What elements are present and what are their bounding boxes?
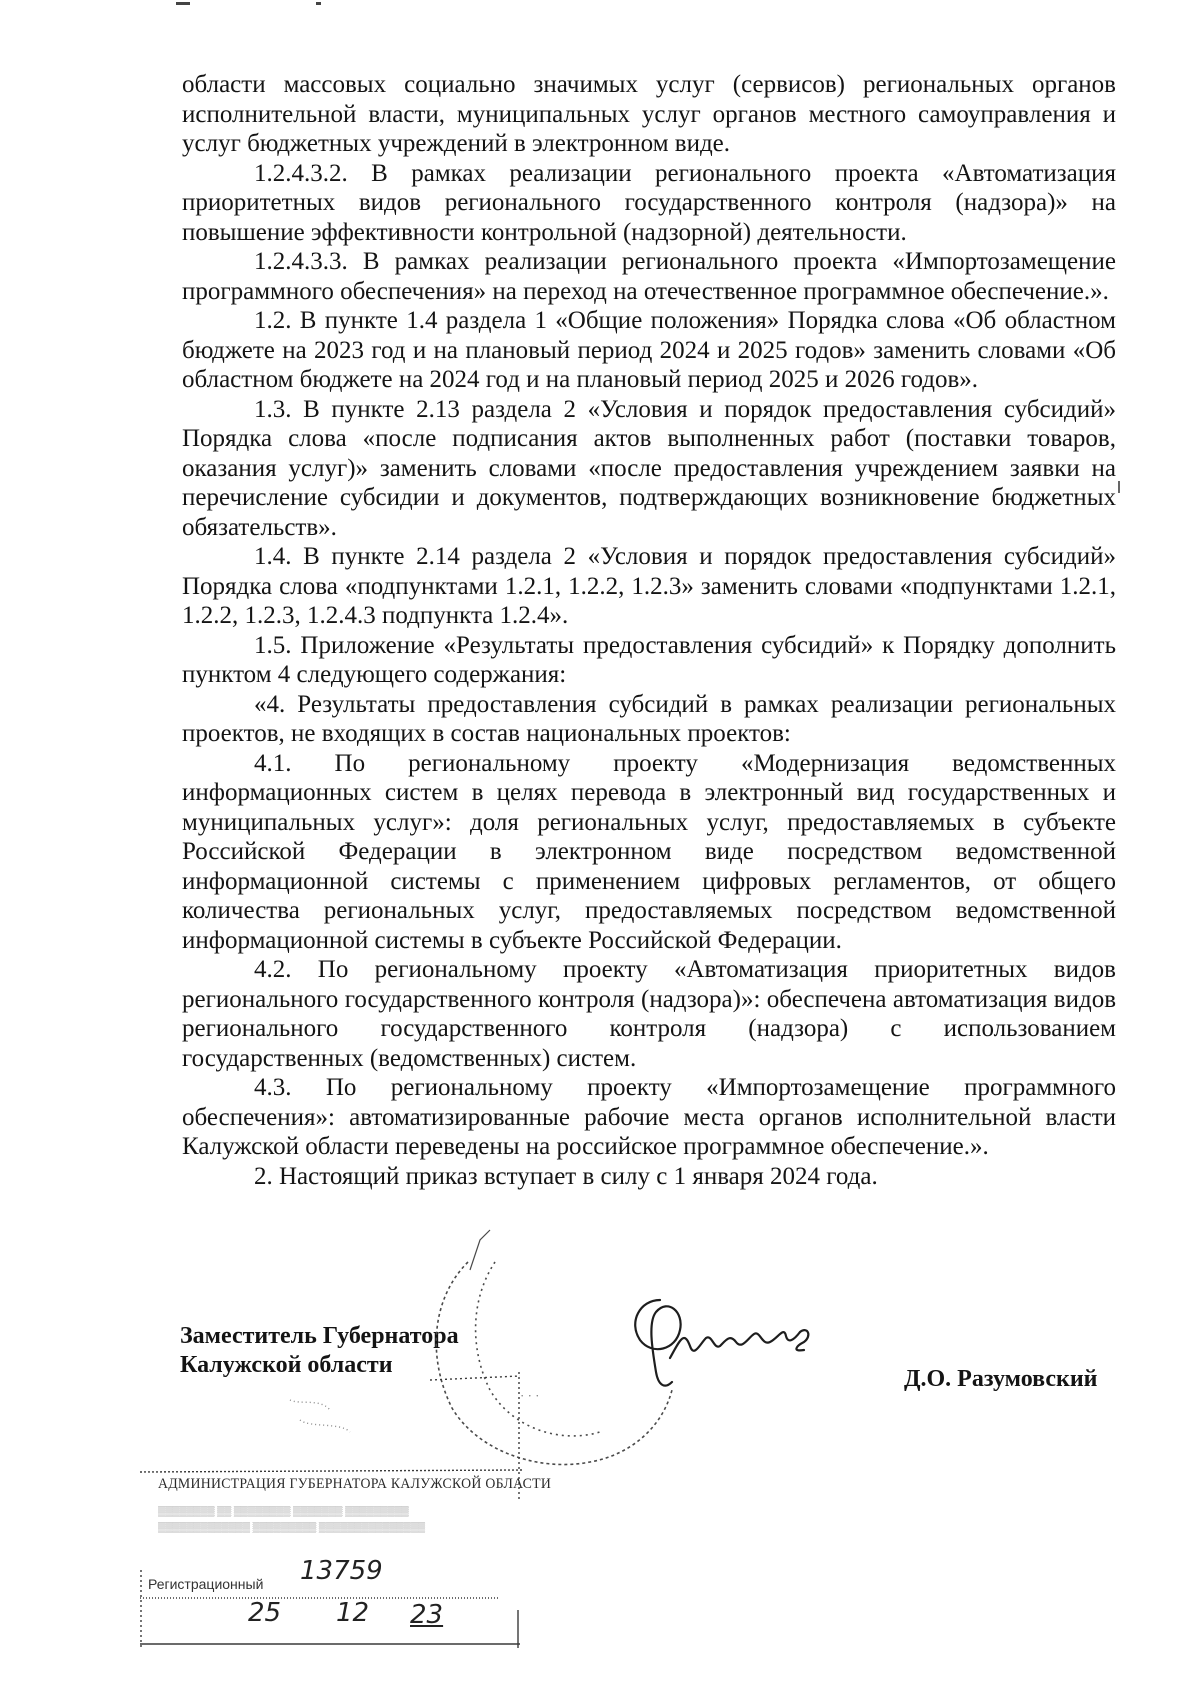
document-paragraph: 1.5. Приложение «Результаты предоставления субсидий» к Порядку дополнить пунктом 4 следующего содержания:: [182, 631, 1116, 688]
registration-date-month: 12: [336, 1598, 370, 1628]
document-paragraph: 2. Настоящий приказ вступает в силу с 1 января 2024 года.: [254, 1162, 878, 1190]
registration-date-year: 23: [410, 1600, 444, 1630]
registration-stamp-header: АДМИНИСТРАЦИЯ ГУБЕРНАТОРА КАЛУЖСКОЙ ОБЛАСТИ: [158, 1476, 552, 1492]
document-paragraph: «4. Результаты предоставления субсидий в рамках реализации региональных проектов, не входящих в состав национальных проектов:: [182, 690, 1116, 747]
document-paragraph: 4.2. По региональному проекту «Автоматизация приоритетных видов регионального государственного контроля (надзора)»: обеспечена автоматизация видов регионального государственного контроля (надзора) с использованием государственных (ведомственных) систем.: [182, 956, 1116, 1072]
signatory-title-line1: Заместитель Губернатора: [180, 1323, 459, 1349]
document-paragraph: 1.3. В пункте 2.13 раздела 2 «Условия и порядок предоставления субсидий» Порядка слова «после подписания актов выполненных работ (поставки товаров, оказания услуг)» заменить словами «после предоставления учреждением заявки на перечисление субсидии и документов, подтверждающих возникновение бюджетных обязательств».: [182, 395, 1116, 541]
signatory-title-line2: Калужской области: [180, 1352, 393, 1378]
document-paragraph: 1.2.4.3.3. В рамках реализации регионального проекта «Импортозамещение программного обеспечения» на переход на отечественное программное обеспечение.».: [182, 248, 1116, 305]
official-seal: [436, 1230, 672, 1465]
document-paragraph: 1.2. В пункте 1.4 раздела 1 «Общие положения» Порядка слова «Об областном бюджете на 2023 год и на плановый период 2024 и 2025 годов» заменить словами «Об областном бюджете на 2024 год и на плановый период 2025 и 2026 годов».: [182, 307, 1116, 393]
document-paragraph: области массовых социально значимых услуг (сервисов) региональных органов исполнительной власти, муниципальных услуг органов местного самоуправления и услуг бюджетных учреждений в электронном виде.: [182, 71, 1116, 157]
document-paragraph: 4.1. По региональному проекту «Модернизация ведомственных информационных систем в целях перевода в электронный вид государственных и муниципальных услуг»: доля региональных услуг, предоставляемых в субъекте Российской Федерации в электронном виде посредством ведомственной информационной системы с применением цифровых регламентов, от общего количества региональных услуг, предоставляемых посредством ведомственной информационной системы в субъекте Российской Федерации.: [182, 749, 1116, 954]
document-paragraph: 4.3. По региональному проекту «Импортозамещение программного обеспечения»: автоматизированные рабочие места органов исполнительной власти Калужской области переведены на российское программное обеспечение.».: [182, 1074, 1116, 1160]
handwritten-signature: [635, 1300, 808, 1386]
document-paragraph: 1.4. В пункте 2.14 раздела 2 «Условия и порядок предоставления субсидий» Порядка слова «подпунктами 1.2.1, 1.2.2, 1.2.3» заменить словами «подпунктами 1.2.1, 1.2.2, 1.2.3, 1.2.4.3 подпункта 1.2.4».: [182, 543, 1116, 629]
signatory-name: Д.О. Разумовский: [904, 1366, 1098, 1392]
registration-label: Регистрационный: [148, 1576, 264, 1592]
stamp-faded-line: ▒▒▒▒▒▒▒▒▒▒▒▒▒ ▒▒▒▒▒▒▒▒▒ ▒▒▒▒▒▒▒▒▒▒▒▒▒▒▒: [158, 1522, 426, 1533]
registration-number: 13759: [300, 1556, 383, 1586]
registration-stamp: [140, 1468, 552, 1646]
stamp-faded-line: ▒▒▒▒▒▒▒▒ ▒▒ ▒▒▒▒▒▒▒▒ ▒▒▒▒▒▒▒ ▒▒▒▒▒▒▒▒▒: [158, 1506, 409, 1517]
document-paragraph: 1.2.4.3.2. В рамках реализации регионального проекта «Автоматизация приоритетных видов регионального государственного контроля (надзора)» на повышение эффективности контрольной (надзорной) деятельности.: [182, 159, 1116, 246]
registration-date-day: 25: [248, 1598, 282, 1628]
svg-text:· · ·: · · ·: [520, 1388, 540, 1403]
